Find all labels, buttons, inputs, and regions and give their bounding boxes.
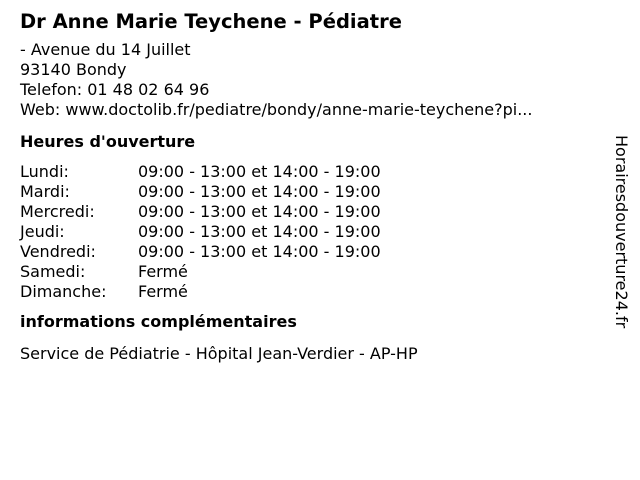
- practice-card: [20, 8, 600, 364]
- street-address: - Avenue du 14 Juillet: [20, 40, 191, 59]
- day-hours: 09:00 - 13:00 et 14:00 - 19:00: [138, 202, 381, 221]
- hours-row-saturday: [20, 262, 600, 282]
- day-label: Vendredi:: [20, 242, 96, 261]
- day-hours: 09:00 - 13:00 et 14:00 - 19:00: [138, 222, 381, 241]
- hours-row-thursday: [20, 222, 600, 242]
- city-postal: 93140 Bondy: [20, 60, 127, 79]
- additional-info-heading: informations complémentaires: [20, 312, 297, 331]
- day-label: Samedi:: [20, 262, 86, 281]
- day-label: Jeudi:: [20, 222, 65, 241]
- hours-row-monday: [20, 162, 600, 182]
- opening-hours-table: [20, 162, 600, 302]
- day-label: Mercredi:: [20, 202, 95, 221]
- opening-hours-heading: Heures d'ouverture: [20, 132, 196, 151]
- address-block: [20, 40, 600, 120]
- day-hours: 09:00 - 13:00 et 14:00 - 19:00: [138, 162, 381, 181]
- day-label: Lundi:: [20, 162, 69, 181]
- hours-row-wednesday: [20, 202, 600, 222]
- day-hours: Fermé: [138, 282, 188, 301]
- day-label: Mardi:: [20, 182, 70, 201]
- phone-number: Telefon: 01 48 02 64 96: [20, 80, 210, 99]
- hours-row-friday: [20, 242, 600, 262]
- page-title: Dr Anne Marie Teychene - Pédiatre: [20, 10, 402, 33]
- site-watermark: Horairesdouverture24.fr: [612, 135, 631, 329]
- day-hours: 09:00 - 13:00 et 14:00 - 19:00: [138, 242, 381, 261]
- hours-row-tuesday: [20, 182, 600, 202]
- day-hours: Fermé: [138, 262, 188, 281]
- additional-info-text: Service de Pédiatrie - Hôpital Jean-Verdier - AP-HP: [20, 344, 418, 363]
- day-label: Dimanche:: [20, 282, 107, 301]
- website-link[interactable]: Web: www.doctolib.fr/pediatre/bondy/anne-marie-teychene?pi...: [20, 100, 533, 119]
- day-hours: 09:00 - 13:00 et 14:00 - 19:00: [138, 182, 381, 201]
- hours-row-sunday: [20, 282, 600, 302]
